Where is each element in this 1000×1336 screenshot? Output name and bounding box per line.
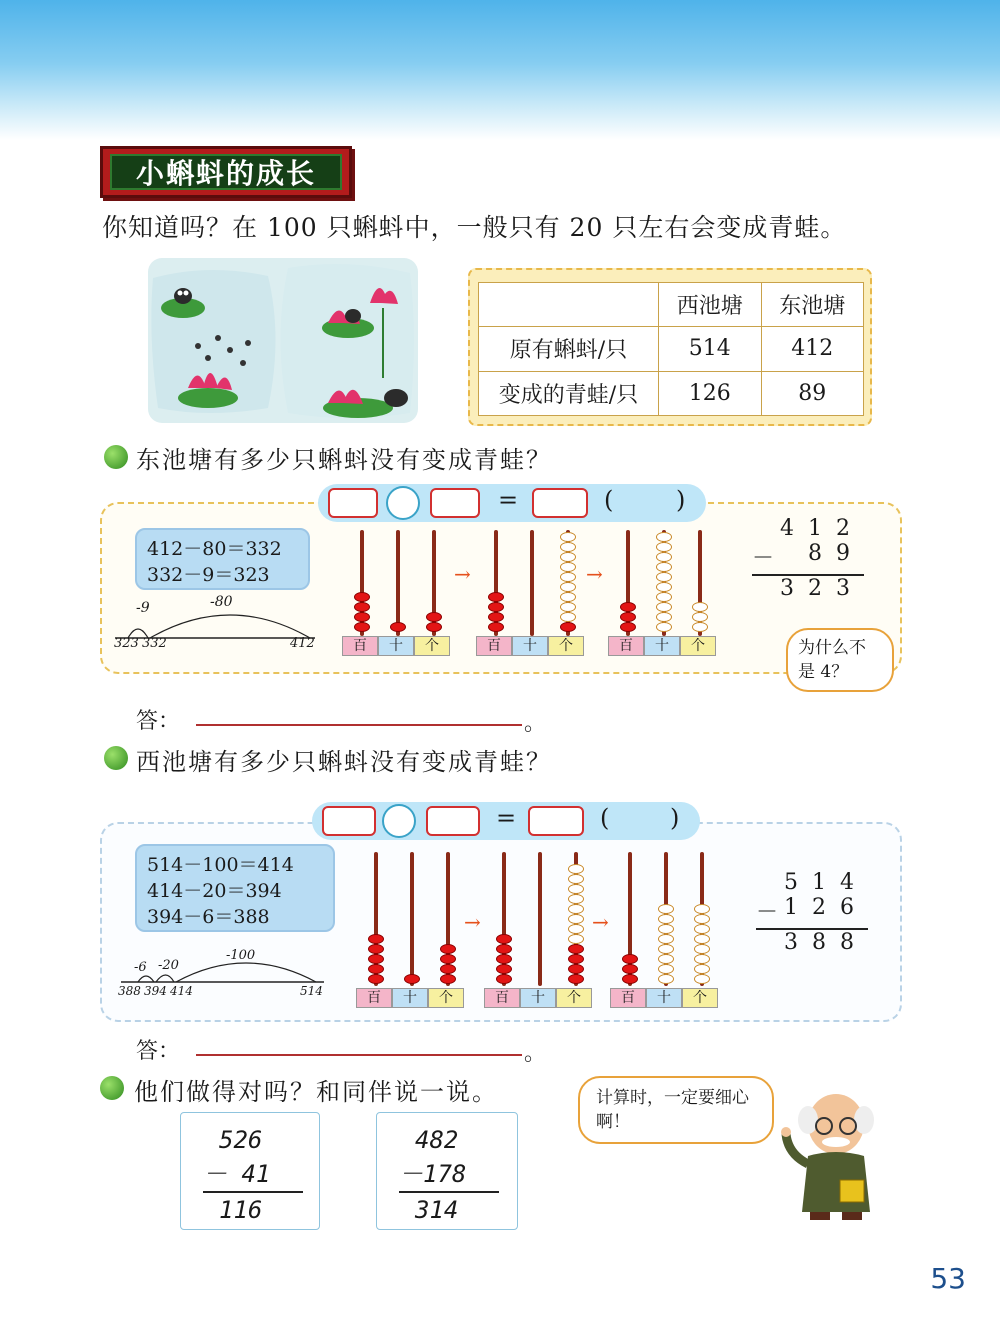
answer-period: 。 [524,711,547,736]
abacus-bead [496,934,512,944]
table-header-west: 西池塘 [659,283,762,327]
tick-label: 414 [170,984,193,998]
blank-box[interactable] [322,806,376,836]
abacus-bead [694,924,710,934]
card-result: 116 [203,1191,303,1227]
intro-text: 你知道吗？在 100 只蝌蚪中，一般只有 20 只左右会变成青蛙。 [102,213,847,242]
tick-label: 323 [114,636,139,651]
tick-label: 394 [144,984,167,998]
section-title: 小蝌蚪的成长 [110,154,342,190]
arrow-right-icon: → [586,562,603,586]
pond-illustration [148,258,418,423]
question-3: 他们做得对吗？和同伴说一说。 [134,1078,498,1106]
abacus-bead [368,974,384,984]
equals-sign: = [496,804,517,832]
abacus-bead [496,974,512,984]
place-label-hundreds: 百 [608,636,644,656]
calc-card-1 [135,528,310,590]
abacus-bead [622,954,638,964]
abacus-bead [426,622,442,632]
abacus-bead [368,934,384,944]
place-label-hundreds: 百 [356,988,392,1008]
tick-label: 388 [118,984,141,998]
paren-open: ( [600,804,610,832]
place-label-hundreds: 百 [342,636,378,656]
abacus-bead [656,612,672,622]
minus-sign: － [752,546,775,571]
card-subtrahend: －178 [399,1160,467,1188]
place-label-ones: 个 [682,988,718,1008]
abacus-bead [694,904,710,914]
abacus-row-2 [354,852,724,1012]
abacus-bead [656,622,672,632]
abacus-bead [694,954,710,964]
abacus-bead [354,592,370,602]
arrow-right-icon: → [592,910,609,934]
place-label-ones: 个 [414,636,450,656]
abacus-rod [530,530,534,636]
abacus-bead [694,944,710,954]
data-table-frame [468,268,872,426]
minuend: 412 [780,516,864,541]
abacus-bead [568,954,584,964]
answer-label-2: 答： [136,1039,181,1064]
abacus-bead [658,914,674,924]
abacus-bead [560,602,576,612]
table-row-label: 变成的青蛙/只 [479,371,659,415]
abacus-bead [568,884,584,894]
abacus-bead [692,602,708,612]
subtrahend: 126 [784,895,868,920]
calc-card-2 [135,844,335,932]
abacus-bead [694,934,710,944]
teacher-speech-bubble: 计算时，一定要细心啊！ [578,1076,774,1144]
difference: 388 [756,928,868,955]
question-1: 东池塘有多少只蝌蚪没有变成青蛙？ [136,446,552,474]
tick-label: 412 [290,636,315,651]
abacus-bead [568,864,584,874]
table-cell: 514 [659,327,762,371]
table-header-blank [479,283,659,327]
vertical-calc-2 [756,870,868,955]
jump-label: -100 [226,948,256,963]
abacus-bead [440,954,456,964]
jump-label: -80 [210,594,233,610]
abacus-bead [658,934,674,944]
paren-close: ) [670,804,680,832]
abacus-bead [390,622,406,632]
abacus-bead [658,954,674,964]
abacus-bead [404,974,420,984]
abacus-bead [560,592,576,602]
card-subtrahend: － 41 [203,1160,271,1188]
page-number: 53 [930,1262,966,1295]
abacus-bead [656,572,672,582]
abacus-bead [692,622,708,632]
place-label-hundreds: 百 [484,988,520,1008]
card-minuend: 526 [219,1126,263,1154]
place-label-ones: 个 [548,636,584,656]
place-label-tens: 十 [520,988,556,1008]
abacus-bead [488,592,504,602]
abacus-bead [560,582,576,592]
abacus-bead [656,532,672,542]
place-label-tens: 十 [512,636,548,656]
vertical-calc-1 [752,516,864,601]
card-minuend: 482 [415,1126,459,1154]
abacus-bead [440,964,456,974]
abacus-bead [368,964,384,974]
abacus-bead [568,874,584,884]
answer-period: 。 [524,1041,547,1066]
abacus-bead [620,602,636,612]
arrow-right-icon: → [454,562,471,586]
abacus-bead [368,944,384,954]
abacus-bead [496,944,512,954]
answer-blank-2[interactable] [196,1054,522,1056]
abacus-bead [496,964,512,974]
calc-line: 332－9＝323 [147,564,270,586]
calc-line: 514－100＝414 [147,854,294,876]
abacus-rod [396,530,400,636]
card-result: 314 [399,1191,499,1227]
abacus-bead [694,974,710,984]
abacus-bead [622,964,638,974]
blank-box[interactable] [426,806,480,836]
abacus-bead [656,562,672,572]
abacus-row-1 [340,528,720,662]
blank-box[interactable] [528,806,584,836]
answer-blank-1[interactable] [196,724,522,726]
student-work-card-1 [180,1112,320,1230]
green-bullet-icon [104,746,128,770]
calc-line: 414－20＝394 [147,880,282,902]
abacus-bead [656,592,672,602]
question-2: 西池塘有多少只蝌蚪没有变成青蛙？ [136,748,552,776]
place-label-ones: 个 [428,988,464,1008]
abacus-bead [368,954,384,964]
abacus-bead [354,612,370,622]
abacus-rod [538,852,542,986]
thought-bubble-1: 为什么不是 4？ [786,628,894,692]
abacus-bead [440,974,456,984]
abacus-bead [488,612,504,622]
abacus-bead [560,572,576,582]
paren-open: ( [604,486,614,514]
abacus-bead [656,602,672,612]
abacus-rod [410,852,414,986]
abacus-bead [440,944,456,954]
abacus-bead [620,622,636,632]
abacus-bead [354,622,370,632]
difference: 323 [752,574,864,601]
place-label-tens: 十 [378,636,414,656]
jump-label: -20 [158,958,179,973]
place-label-hundreds: 百 [610,988,646,1008]
abacus-bead [658,974,674,984]
place-label-ones: 个 [556,988,592,1008]
abacus-bead [560,612,576,622]
abacus-bead [692,612,708,622]
abacus-bead [560,542,576,552]
abacus-bead [560,622,576,632]
tadpole-data-table [478,282,864,416]
place-label-ones: 个 [680,636,716,656]
blank-operator-circle[interactable] [386,486,420,520]
abacus-bead [496,954,512,964]
abacus-bead [658,924,674,934]
place-label-tens: 十 [644,636,680,656]
equals-sign: = [498,486,519,514]
abacus-bead [560,532,576,542]
subtrahend: 89 [808,541,864,566]
table-header-east: 东池塘 [761,283,864,327]
tick-label: 514 [300,984,323,998]
abacus-bead [560,552,576,562]
calc-line: 394－6＝388 [147,906,270,928]
paren-close: ) [676,486,686,514]
abacus-bead [568,944,584,954]
abacus-bead [488,602,504,612]
place-label-tens: 十 [646,988,682,1008]
abacus-bead [694,914,710,924]
abacus-bead [622,974,638,984]
abacus-bead [488,622,504,632]
abacus-bead [656,582,672,592]
table-cell: 89 [761,371,864,415]
place-label-hundreds: 百 [476,636,512,656]
abacus-bead [354,602,370,612]
minus-sign: － [756,900,779,925]
abacus-bead [656,542,672,552]
abacus-bead [560,562,576,572]
abacus-bead [426,612,442,622]
equation-bar-1 [318,484,706,522]
table-cell: 126 [659,371,762,415]
abacus-bead [694,964,710,974]
abacus-bead [658,964,674,974]
green-bullet-icon [100,1076,124,1100]
student-work-card-2 [376,1112,518,1230]
place-label-tens: 十 [392,988,428,1008]
jump-label: -6 [134,960,147,975]
table-row-label: 原有蝌蚪/只 [479,327,659,371]
abacus-bead [568,924,584,934]
minuend: 514 [784,870,868,895]
abacus-bead [658,904,674,914]
blank-box[interactable] [430,488,480,518]
abacus-bead [568,894,584,904]
sky-header-banner [0,0,1000,140]
calc-line: 412－80＝332 [147,538,282,560]
abacus-bead [568,914,584,924]
blank-box[interactable] [532,488,588,518]
abacus-bead [568,904,584,914]
section-title-box [100,146,352,198]
jump-label: -9 [136,600,150,616]
abacus-bead [568,934,584,944]
answer-label-1: 答： [136,709,181,734]
table-cell: 412 [761,327,864,371]
equation-bar-2 [312,802,700,840]
blank-box[interactable] [328,488,378,518]
tick-label: 332 [142,636,167,651]
abacus-bead [568,964,584,974]
teacher-character [778,1084,894,1224]
abacus-bead [656,552,672,562]
green-bullet-icon [104,445,128,469]
abacus-bead [658,944,674,954]
arrow-right-icon: → [464,910,481,934]
blank-operator-circle[interactable] [382,804,416,838]
abacus-bead [568,974,584,984]
abacus-bead [620,612,636,622]
